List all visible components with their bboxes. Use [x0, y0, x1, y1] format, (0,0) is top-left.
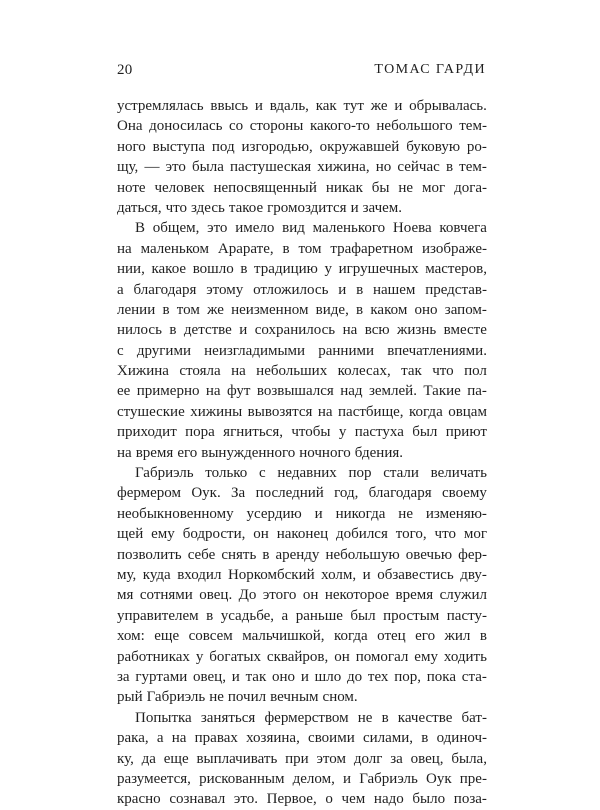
text-line: позволить себе снять в аренду небольшую овечью фер- [117, 546, 487, 563]
text-line: приходит пора ягниться, чтобы у пастуха был приют [117, 424, 487, 441]
text-line: Габриэль только с недавних пор стали величать [135, 465, 487, 482]
text-line: за гуртами овец, и так оно и шло до тех пор, пока ста- [117, 668, 487, 685]
text-line: рака, а на правах хозяина, своими силами, в одиноч- [117, 730, 487, 747]
paragraph [117, 218, 487, 463]
text-line: красно сознавал это. Первое, о чем надо было поза- [117, 791, 487, 808]
body-text [117, 96, 487, 810]
text-line: устремлялась ввысь и вдаль, как тут же и обрывалась. [117, 98, 487, 114]
text-line: Попытка заняться фермерством не в качестве бат- [135, 709, 487, 726]
text-line: нилось в детстве и сохранилось на всю жизнь вместе [117, 322, 487, 339]
text-line: лении в том же неизменном виде, в каком оно запом- [117, 301, 487, 318]
text-line: Хижина стояла на небольших колесах, так что пол [117, 363, 487, 380]
running-header [117, 62, 486, 82]
text-line: на маленьком Арарате, в том трафаретном изображе- [117, 240, 487, 257]
text-line: ее примерно на фут возвышался над землей. Такие па- [117, 383, 487, 400]
text-line: В общем, это имело вид маленького Ноева ковчега [135, 220, 487, 237]
text-line: ку, да еще выплачивать при этом долг за овец, была, [117, 750, 487, 767]
text-line: хом: еще совсем мальчишкой, когда отец его жил в [117, 628, 487, 645]
text-line: управителем в усадьбе, а раньше был простым пасту- [117, 607, 487, 624]
text-line: Она доносилась со стороны какого-то небольшого тем- [117, 118, 487, 135]
paragraph [117, 96, 487, 218]
text-line: мя сотнями овец. До этого он некоторое время служил [117, 587, 487, 604]
text-line: разумеется, рискованным делом, и Габриэль Оук пре- [117, 770, 487, 787]
text-line: ноте человек непосвященный никак бы не мог дога- [117, 179, 487, 196]
text-line: нии, какое вошло в традицию у игрушечных мастеров, [117, 261, 487, 278]
text-line: необыкновенному усердию и никогда не изменяю- [117, 505, 487, 522]
text-line: щу, — это была пастушеская хижина, но сейчас в тем- [117, 159, 487, 176]
text-line: даться, что здесь такое громоздится и зачем. [117, 199, 403, 216]
text-line: стушеские хижины вывозятся на пастбище, когда овцам [117, 403, 487, 420]
text-line: работниках у богатых сквайров, он помогал ему ходить [117, 648, 487, 665]
running-title: ТОМАС ГАРДИ [374, 62, 486, 77]
page-number: 20 [117, 62, 133, 78]
text-line: на время его вынужденного ночного бдения. [117, 444, 404, 461]
text-line: фермером Оук. За последний год, благодаря своему [117, 485, 487, 502]
paragraph [117, 708, 487, 810]
text-line: а благодаря этому отложилось и в нашем представ- [117, 281, 487, 298]
text-line: рый Габриэль не почил вечным сном. [117, 689, 358, 706]
paragraph [117, 463, 487, 708]
text-line: щей ему бодрости, он наконец добился того, что мог [117, 526, 487, 543]
text-line: му, куда входил Норкомбский холм, и обзавестись дву- [117, 566, 487, 583]
text-line: ного выступа под изгородью, окружавшей буковую ро- [117, 138, 487, 155]
text-line: с другими неизгладимыми ранними впечатлениями. [117, 342, 487, 359]
